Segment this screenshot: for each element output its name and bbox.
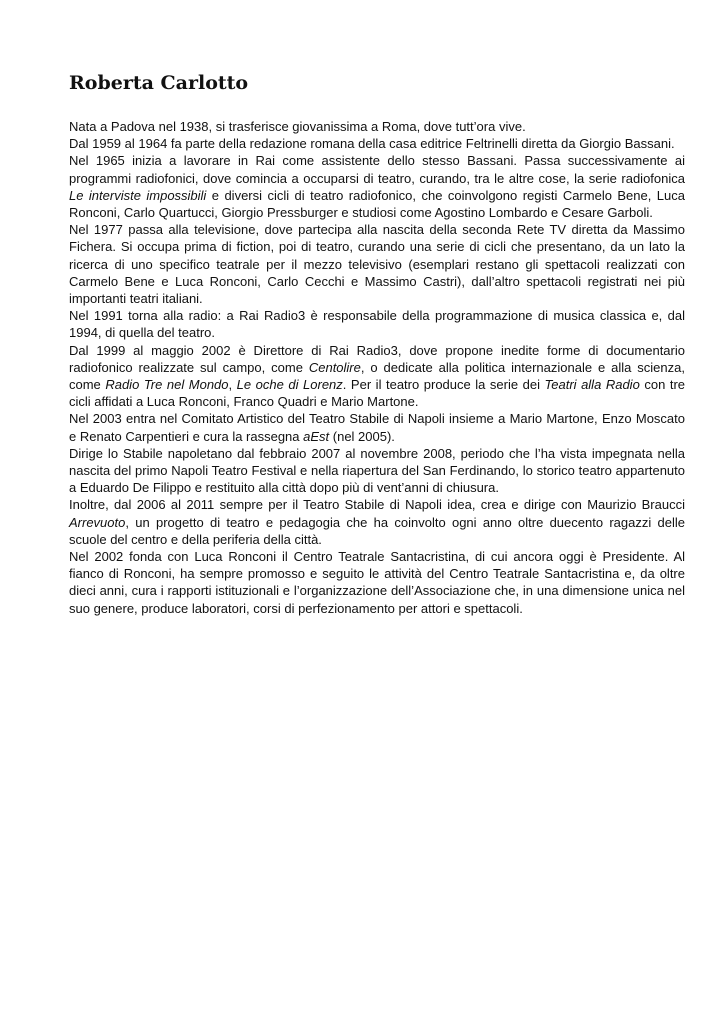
italic-title: Teatri alla Radio <box>544 377 640 393</box>
italic-title: Arrevuoto <box>69 514 126 530</box>
paragraph <box>69 445 685 497</box>
text-run: Dal 1959 al 1964 fa parte della redazione romana della casa editrice Feltrinelli diretta da Giorgio Bassani. <box>69 136 675 152</box>
text-run: Nel 1965 inizia a lavorare in Rai come assistente dello stesso Bassani. Passa successivamente ai programmi radiofonici, dove comincia a occuparsi di teatro, curando, tra le altre cose, la serie radiofonica <box>69 153 685 186</box>
italic-title: Le oche di Lorenz <box>236 377 343 393</box>
text-run: Nel 1991 torna alla radio: a Rai Radio3 è responsabile della programmazione di musica classica e, dal 1994, di quella del teatro. <box>69 308 685 341</box>
paragraph <box>69 307 685 341</box>
italic-title: Centolire <box>308 359 361 375</box>
text-run: , <box>228 377 237 393</box>
text-run: , un progetto di teatro e pedagogia che ha coinvolto ogni anno oltre duecento ragazzi delle scuole del centro e della periferia della città. <box>69 514 685 547</box>
text-run: (nel 2005). <box>329 428 395 444</box>
paragraph <box>69 221 685 307</box>
text-run: Nel 2003 entra nel Comitato Artistico del Teatro Stabile di Napoli insieme a Mario Martone, Enzo Moscato e Renato Carpentieri e cura la rassegna <box>69 411 685 444</box>
paragraph <box>69 548 685 617</box>
paragraph <box>69 410 685 444</box>
paragraph <box>69 496 685 548</box>
text-run: Nel 1977 passa alla televisione, dove partecipa alla nascita della seconda Rete TV diretta da Massimo Fichera. Si occupa prima di fiction, poi di teatro, curando una serie di cicli che presentano, da un lato la ricerca di uno specifico teatrale per il mezzo televisivo (esemplari restano gli spettacoli realizzati con Carmelo Bene e Luca Ronconi, Carlo Cecchi e Massimo Castri), dall’altro spettacoli registrati nei più importanti teatri italiani. <box>69 222 685 307</box>
italic-title: Le interviste impossibili <box>69 187 207 203</box>
text-run: , o dedicate alla politica internazionale e alla scienza, come <box>69 359 685 393</box>
italic-title: aEst <box>303 428 330 444</box>
text-run: Dirige lo Stabile napoletano dal febbraio 2007 al novembre 2008, periodo che l’ha vista impegnata nella nascita del primo Napoli Teatro Festival e nella riapertura del San Ferdinando, lo storico teatro appartenuto a Eduardo De Filippo e restituito alla città dopo più di vent’anni di chiusura. <box>69 445 685 496</box>
italic-title: Radio Tre nel Mondo <box>105 377 229 393</box>
paragraph <box>69 118 685 135</box>
text-run: Nata a Padova nel 1938, si trasferisce giovanissima a Roma, dove tutt’ora vive. <box>69 119 526 134</box>
text-run: con tre cicli affidati a Luca Ronconi, Franco Quadri e Mario Martone. <box>69 377 686 410</box>
paragraph <box>69 135 685 152</box>
text-run: e diversi cicli di teatro radiofonico, che coinvolgono registi Carmelo Bene, Luca Ronconi, Carlo Quartucci, Giorgio Pressburger e studiosi come Agostino Lombardo e Cesare Garboli. <box>69 187 685 221</box>
text-run: Nel 2002 fonda con Luca Ronconi il Centro Teatrale Santacristina, di cui ancora oggi è Presidente. Al fianco di Ronconi, ha sempre promosso e seguito le attività del Centro Teatrale Santacristina e, da oltre dieci anni, cura i rapporti istituzionali e l’organizzazione dell’Associazione che, in una dimensione unica nel suo genere, produce laboratori, corsi di perfezionamento per attori e spettacoli. <box>69 549 685 616</box>
paragraph <box>69 152 685 221</box>
text-run: Dal 1999 al maggio 2002 è Direttore di Rai Radio3, dove propone inedite forme di documentario radiofonico realizzate sul campo, come <box>69 342 685 375</box>
biography-body <box>69 118 685 617</box>
text-run: Inoltre, dal 2006 al 2011 sempre per il Teatro Stabile di Napoli idea, crea e dirige con Maurizio Braucci <box>69 497 685 513</box>
page-title: Roberta Carlotto <box>69 72 249 94</box>
paragraph <box>69 342 685 411</box>
text-run: . Per il teatro produce la serie dei <box>342 377 545 393</box>
